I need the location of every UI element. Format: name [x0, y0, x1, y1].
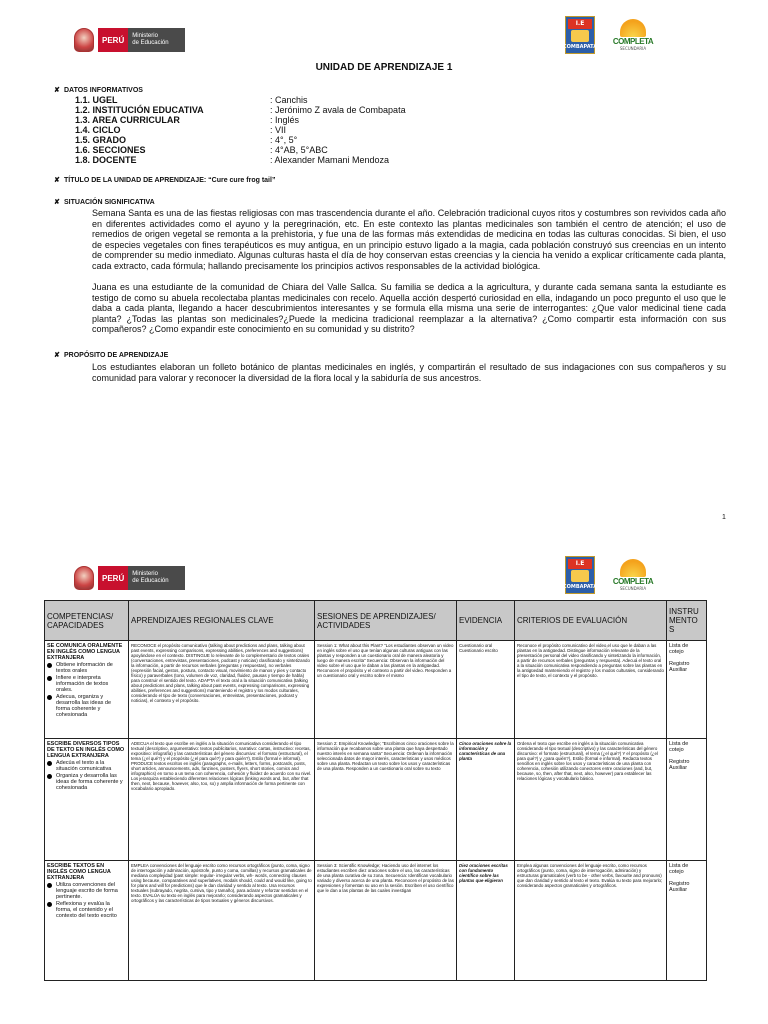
competencia-cell — [45, 861, 129, 981]
completa-word: COMPLETA — [612, 577, 654, 586]
section-situacion-label: SITUACIÓN SIGNIFICATIVA — [64, 199, 155, 206]
table-row — [45, 641, 707, 739]
datos-key: 1.4. CICLO — [75, 125, 121, 135]
bullet-dot-icon — [47, 676, 52, 681]
ministerio-label — [128, 28, 184, 52]
bullet-x-icon: ✘ — [54, 352, 60, 359]
bullet-dot-icon — [47, 761, 52, 766]
datos-row — [75, 125, 286, 135]
datos-value: : Alexander Mamani Mendoza — [270, 155, 390, 165]
header-instrumentos: INSTRU MENTO S — [667, 601, 707, 641]
ministerio-line-1: Ministerio — [132, 33, 158, 39]
criterios-cell: Emplea algunas convenciones del lenguaje escrito, como recursos ortográficos (punto, coma, signo de interrogación, admiración) y estructuras gramaticales (verb to be - other verbs, favourite and pronouns) que dan claridad y sentido al texto el texto. Evalúa su texto para mejorarlo; considerando aspectos gramaticales y ortográficos. — [515, 861, 667, 981]
completa-sub: SECUNDARIA — [619, 46, 647, 51]
datos-row — [75, 95, 308, 105]
completa-sub: SECUNDARIA — [619, 586, 647, 591]
datos-key: 1.6. SECCIONES — [75, 145, 146, 155]
capacidad-item — [47, 882, 126, 900]
section-proposito-label: PROPÓSITO DE APRENDIZAJE — [64, 352, 169, 359]
criterios-cell: Ordena el texto que escribe en inglés a la situación comunicativa considerando el tipo textual (descriptivo) y las características del género discursivo: el formato (estructural), el tema (¿el qué?) Y el propósito (¿el para qué?) y ¿para quién?), Estilo (formal e informal). Redacta textos sencillos en inglés sobre los usos y características de una planta con coherencia, cohesión utilizando conectores entre oraciones (and, but, because, so, then, after that, next, also, however) para establecer las relaciones lógicas y vocabulario básico. — [515, 739, 667, 861]
bullet-dot-icon — [47, 695, 52, 700]
table-header-row — [45, 601, 707, 641]
page-title: UNIDAD DE APRENDIZAJE 1 — [315, 62, 453, 73]
datos-row — [75, 155, 389, 165]
ie-combapata-logo — [562, 16, 598, 54]
competencia-title: SE COMUNICA ORALMENTE EN INGLÉS COMO LENGUA EXTRANJERA — [47, 643, 123, 661]
section-datos — [54, 86, 143, 94]
bullet-dot-icon — [47, 774, 52, 779]
bullet-x-icon: ✘ — [54, 199, 60, 206]
datos-value: : Jerónimo Z avala de Combapata — [270, 105, 406, 115]
page-number: 1 — [722, 514, 726, 521]
capacidad-text: Organiza y desarrolla las ideas de forma coherente y cohesionada — [56, 773, 123, 791]
section-titulo — [54, 176, 275, 184]
planning-table — [44, 600, 707, 981]
ministerio-logo — [74, 564, 185, 592]
book-icon — [571, 30, 589, 42]
bullet-x-icon: ✘ — [54, 87, 60, 94]
datos-value: : VII — [270, 125, 287, 135]
instrumentos-cell — [667, 641, 707, 739]
sesiones-cell: Session 1: What about this Plant? “Los estudiantes observan un video en inglés sobre el uso que tenían algunas culturas antiguas con las plantas y responden a un cuestionario oral de manera aleatoria y luego de manera escrita” Secuencia: Observan la información del video sobre el uso que le daban a las plantas en la antigüedad. Reconocen el propósito y el contexto a partir del video. Responden a un cuestionario oral y escrito sobre el mismo — [315, 641, 457, 739]
competencia-cell — [45, 739, 129, 861]
sesiones-cell: Session 3: Scientific Knowledge; Haciendo uso del internet los estudiantes escriben diez oraciones sobre el uso, las características de una planta curativa de su zona. Secuencia: Identifican vocabulario variado y diverso acerca de una planta. Reconocen el propósito de las expresiones y fomentan su uso en la sesión. Escriben el uso científico que le dan a las plantas de las cuales investigan — [315, 861, 457, 981]
ie-logo-bottom: COMBAPATA — [562, 44, 598, 50]
book-icon — [571, 570, 589, 582]
table-row — [45, 861, 707, 981]
datos-key: 1.8. DOCENTE — [75, 155, 137, 165]
completa-word: COMPLETA — [612, 37, 654, 46]
evidencia-cell: Diez oraciones escritas con fundamento científico sobre las plantas que eligieron — [457, 861, 515, 981]
criterios-cell: Reconoce el propósito comunicativo del video,el uso que le daban a las plantas en la antigüedad. Distingue información relevante de la presentación personal del video clasificando y sintetizando la información, a partir de recursos verbales (preguntas y respuesta). Adecuá el texto oral a la situación comunicativa respondiendo a preguntas sobre las plantas en la antigüedad manteniendo el registro y los modos culturales, considerando el tipo de texto, el contexto y el propósito. — [515, 641, 667, 739]
datos-value: : Inglés — [270, 115, 300, 125]
bullet-dot-icon — [47, 663, 52, 668]
capacidad-text: Adecua, organiza y desarrolla las ideas de forma coherente y cohesionada — [56, 694, 112, 718]
capacidad-text: Reflexiona y evalúa la forma, el contenido y el contexto del texto escrito — [56, 901, 117, 919]
capacidad-text: Utiliza convenciones del lenguaje escrito de forma pertinente. — [56, 882, 118, 900]
section-situacion — [54, 198, 155, 206]
header-evidencia: EVIDENCIA — [457, 601, 515, 641]
header-criterios: CRITERIOS DE EVALUACIÓN — [515, 601, 667, 641]
datos-value: : 4°AB, 5°ABC — [270, 145, 328, 155]
jec-completa-logo — [612, 556, 654, 594]
instrumentos-cell — [667, 861, 707, 981]
capacidad-item — [47, 760, 126, 772]
instrumento-1: Lista de cotejo — [669, 863, 689, 875]
datos-row — [75, 145, 328, 155]
instrumento-1: Lista de cotejo — [669, 741, 689, 753]
peru-label: PERÚ — [98, 28, 128, 52]
bullet-x-icon: ✘ — [54, 177, 60, 184]
header-competencias: COMPETENCIAS/ CAPACIDADES — [45, 601, 129, 641]
section-datos-label: DATOS INFORMATIVOS — [64, 87, 143, 94]
ministerio-line-1: Ministerio — [132, 571, 158, 577]
datos-key: 1.3. AREA CURRICULAR — [75, 115, 180, 125]
section-proposito — [54, 351, 168, 359]
ministerio-line-2: de Educación — [132, 578, 169, 584]
ministerio-logo — [74, 26, 185, 54]
sesiones-cell: Session 2: Empirical Knowledge; “Escribimos cinco oraciones sobre la información que recabamos sobre una planta que haya despertado nuestro interés en semana santa” Secuencia: Ordenan la información seleccionada datos de mayor interés, características y usos médicos sobre una planta. Redactan un texto sobre los usos y características de una planta. Responden a un cuestionario oral sobre su texto — [315, 739, 457, 861]
page-2 — [0, 548, 768, 1024]
header-sesiones: SESIONES DE APRENDIZAJES/ ACTIVIDADES — [315, 601, 457, 641]
instrumento-2: Registro Auxiliar — [669, 881, 690, 893]
capacidad-item — [47, 675, 126, 693]
header-aprendizajes: APRENDIZAJES REGIONALES CLAVE — [129, 601, 315, 641]
datos-value: : 4°, 5° — [270, 135, 298, 145]
proposito-paragraph: Los estudiantes elaboran un folleto botánico de plantas medicinales en inglés, y compartirán el resultado de sus indagaciones con sus compañeros y su comunidad para valorar y reconocer la diversidad de la flora local y la sabiduría de sus ancestros. — [92, 362, 726, 383]
aprendizajes-cell: RECONOCE el propósito comunicativo (talking about predictions and plans, talking about past events, expressing comparisons, expressing abilities, preferences and suggestions) apoyándose en el contexto. DISTINGUE lo relevante de lo complementario de textos orales (conversaciones, entrevistas, presentaciones, podcast y noticias) clasificando y sintetizando la información, a partir de recursos verbales (preguntas y respuestas), no verbales (expresión facial, gestos, postura, contacto visual, movimiento de manos y pies y contacto físico) y paraverbales (tono, volumen de voz, claridad, fluidez, pausas y tiempo de habla) para construir el sentido del texto. ADAPTA el texto oral a la situación comunicativa (talking about predictions and plans, talking about past events, expressing comparisons, expressing abilities, preferences and suggestions) manteniendo el registro y los modos culturales, considerando el tipo de texto (conversaciones, entrevistas, presentaciones, podcast y noticias), el contexto y el propósito. — [129, 641, 315, 739]
peru-seal-icon — [74, 28, 94, 52]
datos-row — [75, 115, 299, 125]
capacidad-item — [47, 662, 126, 674]
instrumento-2: Registro Auxiliar — [669, 759, 690, 771]
peru-seal-icon — [74, 566, 94, 590]
datos-key: 1.1. UGEL — [75, 95, 118, 105]
ministerio-label — [128, 566, 184, 590]
capacidad-text: Obtiene información de textos orales — [56, 662, 113, 674]
capacidad-text: Adecúa el texto a la situación comunicativa — [56, 760, 112, 772]
evidencia-cell: Cuestionario oral Cuestionario escrito — [457, 641, 515, 739]
datos-row — [75, 105, 406, 115]
jec-completa-logo — [612, 16, 654, 54]
sun-icon — [620, 559, 646, 577]
capacidad-text: Infiere e interpreta información de textos orales. — [56, 675, 109, 693]
bullet-dot-icon — [47, 883, 52, 888]
capacidad-item — [47, 901, 126, 919]
situacion-paragraph-1: Semana Santa es una de las fiestas religiosas con mas trascendencia durante el año. Celebración tradicional cuyos ritos y costumbres son revividos cada año en diferentes actividades como el ayuno y la peregrinación, etc. En este contexto las plantas medicinales son también el centro de atención; el uso de remedios de origen vegetal se remonta a la prehistoria, y fue una de las formas más extendidas de medicina en todas las culturas conocidas. Si bien, el uso de especies vegetales con fines terapéuticos es muy antigua, en un principio estuvo ligado a la magia, cada población construyó sus creencias en un intento de comprender su medio inmediato. Algunas culturas hasta el día de hoy conservan estas creencias y la ciencia ha venido a explicar críticamente cada planta, cada extracto, cada fórmula; hallando precisamente los principios activos responsables de la actividad biológica. — [92, 208, 726, 271]
instrumento-1: Lista de cotejo — [669, 643, 689, 655]
section-titulo-label: TÍTULO DE LA UNIDAD DE APRENDIZAJE: “Cure cure frog tail” — [64, 177, 276, 184]
sun-icon — [620, 19, 646, 37]
competencia-cell — [45, 641, 129, 739]
table-row — [45, 739, 707, 861]
datos-value: : Canchis — [270, 95, 308, 105]
competencia-title: ESCRIBE DIVERSOS TIPOS DE TEXTO EN INGLÉS COMO LENGUA EXTRANJERA — [47, 741, 125, 759]
ie-logo-top: I.E — [568, 19, 592, 29]
bullet-dot-icon — [47, 902, 52, 907]
instrumento-2: Registro Auxiliar — [669, 661, 690, 673]
situacion-paragraph-2: Juana es una estudiante de la comunidad de Chiara del Valle Sallca. Su familia se dedica a la agricultura, y durante cada semana santa la estudiante es testigo de como su abuela recolectaba plantas medicinales con recelo. Aquella acción despertó curiosidad en ella, indagando un poco pregunto el uso que le daba a cada planta, llegando a hacer descubrimientos interesantes y se formula ella misma una serie de interrogantes: ¿Que valor medicinal tiene cada planta? ¿Todas las plantas son medicinales?¿Puede la medicina tradicional reemplazar a la alternativa? ¿Como compartir esta información con sus compañeros? ¿Como expandir este conocimiento en su comunidad y su distrito? — [92, 282, 726, 334]
capacidad-item — [47, 773, 126, 791]
datos-row — [75, 135, 297, 145]
datos-key: 1.5. GRADO — [75, 135, 127, 145]
peru-label: PERÚ — [98, 566, 128, 590]
ie-logo-top: I.E — [568, 559, 592, 569]
ministerio-line-2: de Educación — [132, 40, 169, 46]
aprendizajes-cell: EMPLEA convenciones del lenguaje escrito como recursos ortográficos (punto, coma, signo de interrogación y admiración, apóstrofe, punto y coma, comillas) y recursos gramaticales de mediana complejidad (past simple: regular- irregular verbs, wh- words, connecting clauses using because, comparatives and superlatives, modals should, could and would like, going to for plans and will for predictions) que le dan claridad y sentido al texto. Usa recursos textuales (subrayado, negrita, cursiva, tipo y tamaño), para aclarar y reforzar sentidos en el texto. EVALÚA su texto en inglés para mejorarlo; considerando aspectos gramaticales y ortográficos y las características de tipos textuales y géneros discursivos. — [129, 861, 315, 981]
aprendizajes-cell: ADECUA el texto que escribe en inglés a la situación comunicativa considerando el tipo textual (descriptivo, argumentativo: textos publicitarios, narrativo: cartas, instructivo: recetas, expositivo: infografía) y las características del género discursivo: el formato (estructural), el tema (¿el qué?) y el propósito (¿el para qué?) y para quién?), Estilo (formal e informal). PRODUCE textos escritos en inglés (paragraphs, e-mails, letters, forms, postcards, posts, short articles, announcements, ads, fanzines, posters, flyers, short stories, comics and infographics) en torno a un tema con coherencia, cohesión y fluidez de acuerdo con su nivel. Los jerarquiza estableciendo diferentes relaciones lógicas (linking words and, but, after that then, next, because, however, also, too, so) y amplia información de forma pertinente con vocabulario apropiado. — [129, 739, 315, 861]
capacidad-item — [47, 694, 126, 718]
evidencia-cell: Cinco oraciones sobre la información y características de una planta — [457, 739, 515, 861]
datos-key: 1.2. INSTITUCIÓN EDUCATIVA — [75, 105, 204, 115]
instrumentos-cell — [667, 739, 707, 861]
ie-logo-bottom: COMBAPATA — [562, 584, 598, 590]
competencia-title: ESCRIBE TEXTOS EN INGLÉS COMO LENGUA EXTRANJERA — [47, 863, 111, 881]
ie-combapata-logo — [562, 556, 598, 594]
